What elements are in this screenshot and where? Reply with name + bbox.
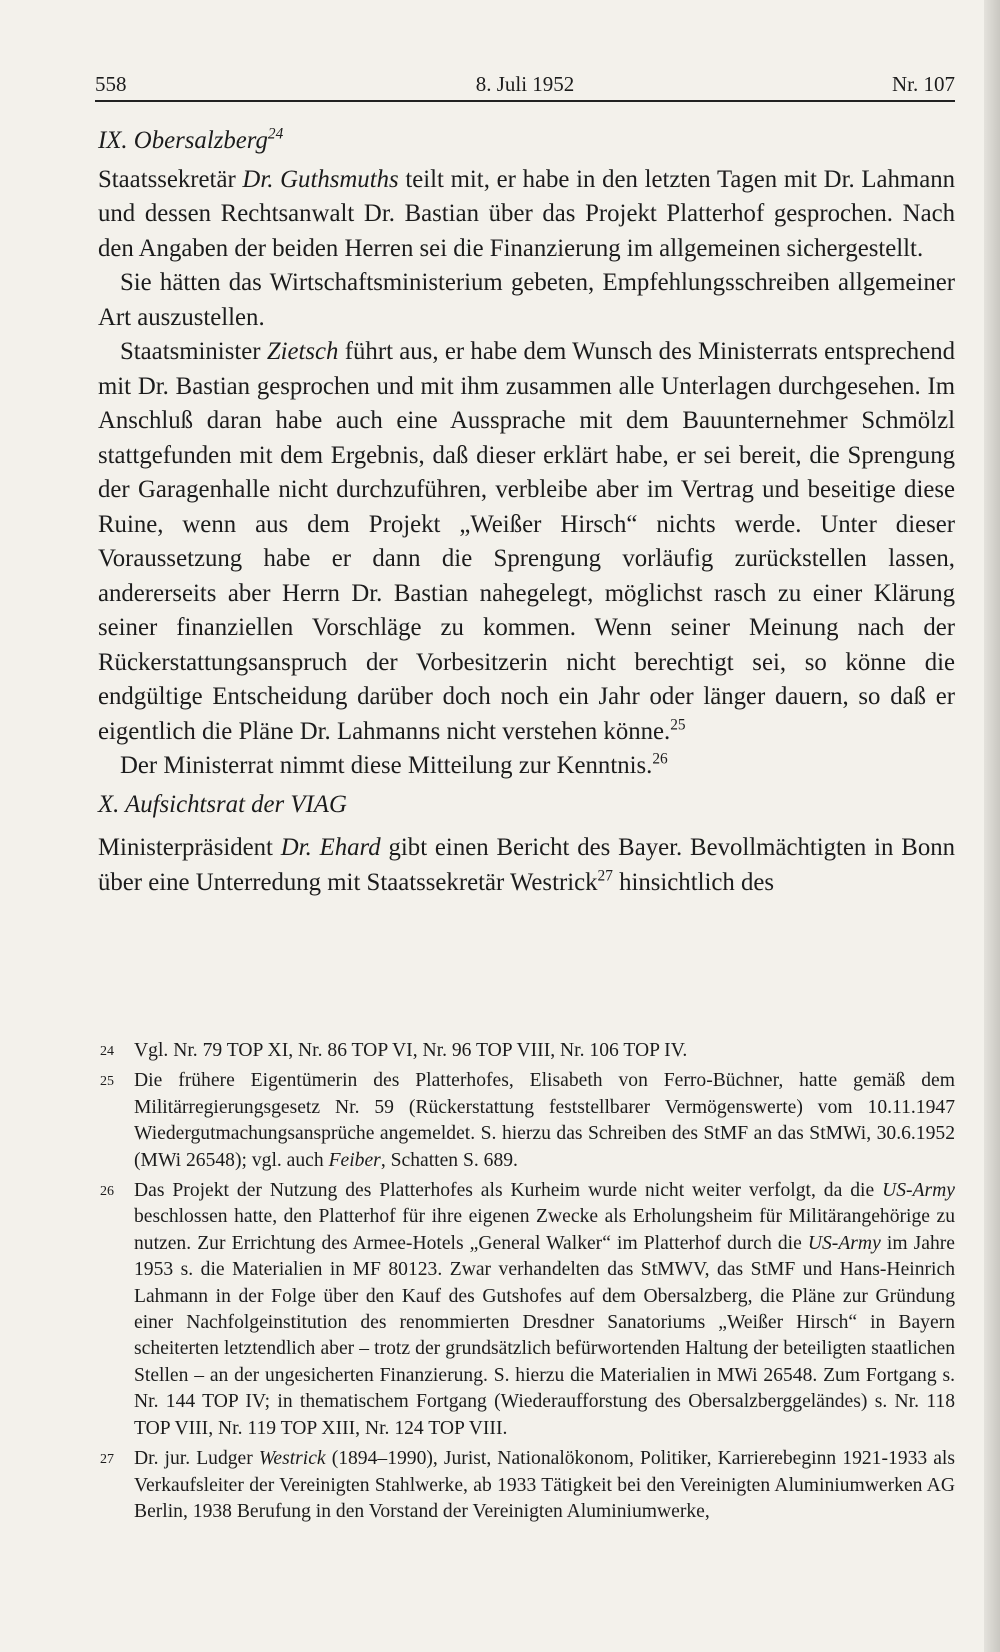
text-run: gibt einen Bericht des Bayer. Bevollmächtigten in Bonn über eine Unterredung mit Staatssekretär Westrick <box>98 834 956 896</box>
text-run: Dr. jur. Ludger <box>134 1448 259 1470</box>
text-run: Staatssekretär <box>98 165 243 193</box>
paragraph <box>98 266 955 335</box>
paragraph <box>98 163 955 267</box>
footnote <box>100 1068 955 1174</box>
footnote-reference: 27 <box>597 867 613 885</box>
text-run: führt aus, er habe dem Wunsch des Ministerrats entsprechend mit Dr. Bastian gesprochen und mit ihm zusammen alle Unterlagen durchgesehen. Im Anschluß daran habe auch eine Aussprache mit dem Bauunternehmer Schmölzl stattgefunden mit dem Ergebnis, daß dieser erklärt habe, er sei bereit, die Sprengung der Garagenhalle nicht durchzuführen, verbleibe aber im Vertrag und beseitige diese Ruine, wenn aus dem Projekt „Weißer Hirsch“ nichts werde. Unter dieser Voraussetzung habe er dann die Sprengung vorläufig zurückstellen lassen, andererseits aber Herrn Dr. Bastian nahegelegt, möglichst rasch zu einer Klärung seiner finanziellen Vorschläge zu kommen. Wenn seiner Meinung nach der Rückerstattungsanspruch der Vorbesitzerin nicht berechtigt sei, so könne die endgültige Entscheidung darüber doch noch ein Jahr oder länger dauern, so daß er eigentlich die Pläne Dr. Lahmanns nicht verstehen könne. <box>98 338 955 745</box>
footnote <box>100 1038 955 1064</box>
paragraph <box>98 749 955 784</box>
footnote-number: 25 <box>100 1074 114 1090</box>
text-run: beschlossen hatte, den Platterhof für ihre eigenen Zwecke als Erholungsheim für Militärangehörige zu nutzen. Zur Errichtung des Armee-Hotels „General Walker“ im Platterhof durch die <box>134 1206 955 1254</box>
italic-name: Zietsch <box>266 338 339 365</box>
footnote-number: 26 <box>100 1184 114 1200</box>
text-run: Der Ministerrat nimmt diese Mitteilung zur Kenntnis. <box>120 752 653 779</box>
italic-name: Dr. Guthsmuths <box>242 165 399 193</box>
footnote-number: 27 <box>100 1452 114 1468</box>
main-text <box>98 124 955 900</box>
text-run: (1894–1990), Jurist, Nationalökonom, Politiker, Karrierebeginn 1921-1933 als Verkaufsleiter der Vereinigten Stahlwerke, ab 1933 Tätigkeit bei den Vereinigten Aluminiumwerken AG Berlin, 1938 Berufung in den Vorstand der Vereinigten Aluminiumwerke, <box>134 1448 955 1522</box>
paragraph <box>98 335 955 749</box>
page-number: 558 <box>95 72 127 96</box>
running-header <box>95 66 955 100</box>
text-run: im Jahre 1953 s. die Materialien in MF 80123. Zwar verhandelten das StMWV, das StMF und Hans-Heinrich Lahmann in der Folge über den Kauf des Gutshofes auf dem Obersalzberg, die Pläne zur Gründung einer Nachfolgeinstitution des renommierten Dresdner Sanatoriums „Weißer Hirsch“ in Bayern scheiterten letztendlich aber – trotz der grundsätzlich befürwortenden Haltung der beteiligten staatlichen Stellen – an der ungesicherten Finanzierung. S. hierzu die Materialien in MWi 26548. Zum Fortgang s. Nr. 144 TOP IV; in thematischem Fortgang (Wiederaufforstung des Obersalzberggeländes) s. Nr. 118 TOP VIII, Nr. 119 TOP XIII, Nr. 124 TOP VIII. <box>134 1232 955 1439</box>
text-run: Die frühere Eigentümerin des Platterhofes, Elisabeth von Ferro-Büchner, hatte gemäß dem Militärregierungsgesetz Nr. 59 (Rückerstattung feststellbarer Vermögenswerte) vom 10.11.1947 Wiedergutmachungsansprüche angemeldet. S. hierzu das Schreiben des StMF an das StMWi, 30.6.1952 (MWi 26548); vgl. auch <box>134 1070 955 1171</box>
text-run: Ministerpräsident <box>98 834 281 861</box>
section-heading-text: IX. Obersalzberg <box>98 127 268 154</box>
italic-name: US-Army <box>807 1232 881 1254</box>
text-run: Sie hätten das Wirtschaftsministerium gebeten, Empfehlungsschreiben allgemeiner Art auszustellen. <box>98 269 955 331</box>
scan-edge-shadow <box>984 0 1000 1652</box>
footnote-reference: 26 <box>652 750 668 768</box>
section-heading <box>98 788 955 823</box>
text-run: , Schatten S. 689. <box>380 1149 518 1171</box>
text-run: Vgl. Nr. 79 TOP XI, Nr. 86 TOP VI, Nr. 96 TOP VIII, Nr. 106 TOP IV. <box>134 1040 688 1061</box>
footnote <box>100 1178 955 1442</box>
section-heading-text: X. Aufsichtsrat der VIAG <box>98 790 347 818</box>
header-rule <box>95 100 955 102</box>
document-number: Nr. 107 <box>892 72 955 96</box>
text-run: hinsichtlich des <box>612 868 775 896</box>
section-heading <box>98 124 955 159</box>
italic-name: Dr. Ehard <box>280 834 381 861</box>
text-run: Das Projekt der Nutzung des Platterhofes als Kurheim wurde nicht weiter verfolgt, da die <box>134 1180 883 1202</box>
footnote-number: 24 <box>100 1044 114 1059</box>
italic-name: US-Army <box>882 1180 955 1202</box>
text-run: teilt mit, er habe in den letzten Tagen mit Dr. Lahmann und dessen Rechtsanwalt Dr. Bastian über das Projekt Platterhof gesprochen. Nach den Angaben der beiden Herren sei die Finanzierung im allgemeinen sichergestellt. <box>98 165 956 262</box>
text-run: Staatsminister <box>120 338 267 365</box>
header-date: 8. Juli 1952 <box>475 72 575 96</box>
paragraph <box>98 831 955 900</box>
italic-name: Feiber <box>328 1149 381 1171</box>
italic-name: Westrick <box>258 1448 326 1470</box>
footnotes <box>100 1038 955 1529</box>
footnote-reference: 25 <box>670 716 686 734</box>
footnote <box>100 1446 955 1525</box>
footnote-reference: 24 <box>267 125 284 143</box>
